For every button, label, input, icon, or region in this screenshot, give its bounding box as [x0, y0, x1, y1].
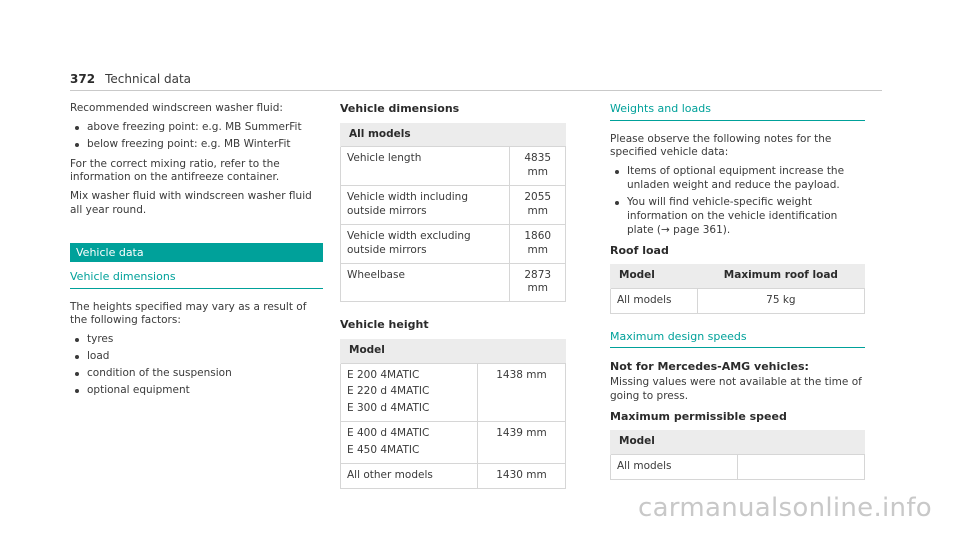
table-cell	[738, 454, 865, 479]
permissible-heading: Maximum permissible speed	[610, 409, 787, 423]
table-row	[341, 463, 566, 488]
table-cell: 1439 mm	[477, 422, 565, 464]
table-cell: All models	[611, 454, 738, 479]
table-cell: Vehicle width excluding outside mirrors	[341, 224, 510, 263]
list-item: below freezing point: e.g. MB WinterFit	[70, 138, 323, 152]
column-left	[70, 102, 323, 404]
column-right	[610, 102, 865, 496]
height-table	[340, 339, 566, 489]
heights-text: The heights specified may vary as a result of the following factors:	[70, 300, 307, 327]
table-row	[341, 263, 566, 302]
weights-link[interactable]: Weights and loads	[610, 102, 865, 121]
model-name: E 400 d 4MATIC	[347, 427, 430, 440]
washer-list	[70, 121, 323, 152]
list-item: above freezing point: e.g. MB SummerFit	[70, 121, 323, 135]
weights-intro: Please observe the following notes for the specified vehicle data:	[610, 132, 832, 159]
list-item: tyres	[70, 333, 323, 347]
table-cell: 2055 mm	[510, 186, 566, 225]
table-row	[611, 454, 865, 479]
page-header	[70, 72, 191, 88]
list-item: optional equipment	[70, 384, 323, 398]
table-cell: 75 kg	[697, 288, 864, 313]
table-row	[611, 288, 865, 313]
watermark: carmanualsonline.info	[637, 492, 932, 523]
roof-heading: Roof load	[610, 243, 669, 257]
table-cell: 1860 mm	[510, 224, 566, 263]
model-name: E 450 4MATIC	[347, 444, 420, 457]
table-cell: 2873 mm	[510, 263, 566, 302]
table-cell: Vehicle width including outside mirrors	[341, 186, 510, 225]
table-header: Maximum roof load	[697, 264, 864, 288]
table-cell: All models	[611, 288, 698, 313]
model-name: E 300 d 4MATIC	[347, 402, 430, 415]
header-rule	[70, 90, 882, 91]
table-header: Model	[611, 264, 698, 288]
model-name: E 220 d 4MATIC	[347, 385, 430, 398]
table-row	[341, 422, 566, 464]
table-row	[341, 147, 566, 186]
roof-table	[610, 264, 865, 314]
table-cell: 1430 mm	[477, 463, 565, 488]
table-cell: 4835 mm	[510, 147, 566, 186]
dimensions-table	[340, 123, 566, 303]
vehicle-data-heading: Vehicle data	[70, 243, 323, 262]
table-cell	[341, 422, 478, 464]
table-row	[341, 224, 566, 263]
page-header-title: Technical data	[105, 72, 192, 86]
vehicle-dimensions-link[interactable]: Vehicle dimensions	[70, 270, 323, 289]
washer-intro: Recommended windscreen washer fluid:	[70, 102, 283, 114]
factors-list	[70, 333, 323, 397]
page-number: 372	[70, 72, 96, 86]
list-item: load	[70, 350, 323, 364]
column-middle	[340, 102, 566, 505]
table-row	[341, 363, 566, 422]
speeds-link[interactable]: Maximum design speeds	[610, 330, 865, 349]
amg-text: Missing values were not available at the time of going to press.	[610, 375, 862, 402]
table-cell: Wheelbase	[341, 263, 510, 302]
weights-list	[610, 165, 865, 237]
mix-text: Mix washer fluid with windscreen washer fluid all year round.	[70, 190, 312, 217]
dimensions-heading: Vehicle dimensions	[340, 102, 460, 115]
model-name: E 200 4MATIC	[347, 368, 420, 381]
table-cell: 1438 mm	[477, 363, 565, 422]
table-cell	[341, 463, 478, 488]
table-header: Model	[611, 430, 865, 454]
table-row	[341, 186, 566, 225]
amg-heading: Not for Mercedes-AMG vehicles:	[610, 360, 809, 374]
mixing-text: For the correct mixing ratio, refer to the information on the antifreeze container.	[70, 157, 280, 184]
table-cell	[341, 363, 478, 422]
model-name: All other models	[347, 468, 433, 481]
list-item: condition of the suspension	[70, 367, 323, 381]
table-header: Model	[341, 339, 566, 363]
list-item: Items of optional equipment increase the unladen weight and reduce the payload.	[610, 165, 865, 193]
table-header: All models	[341, 123, 566, 147]
table-cell: Vehicle length	[341, 147, 510, 186]
speed-table	[610, 430, 865, 480]
list-item: You will find vehicle-specific weight information on the vehicle identification plate (→ page 361).	[610, 196, 865, 238]
height-heading: Vehicle height	[340, 318, 429, 332]
